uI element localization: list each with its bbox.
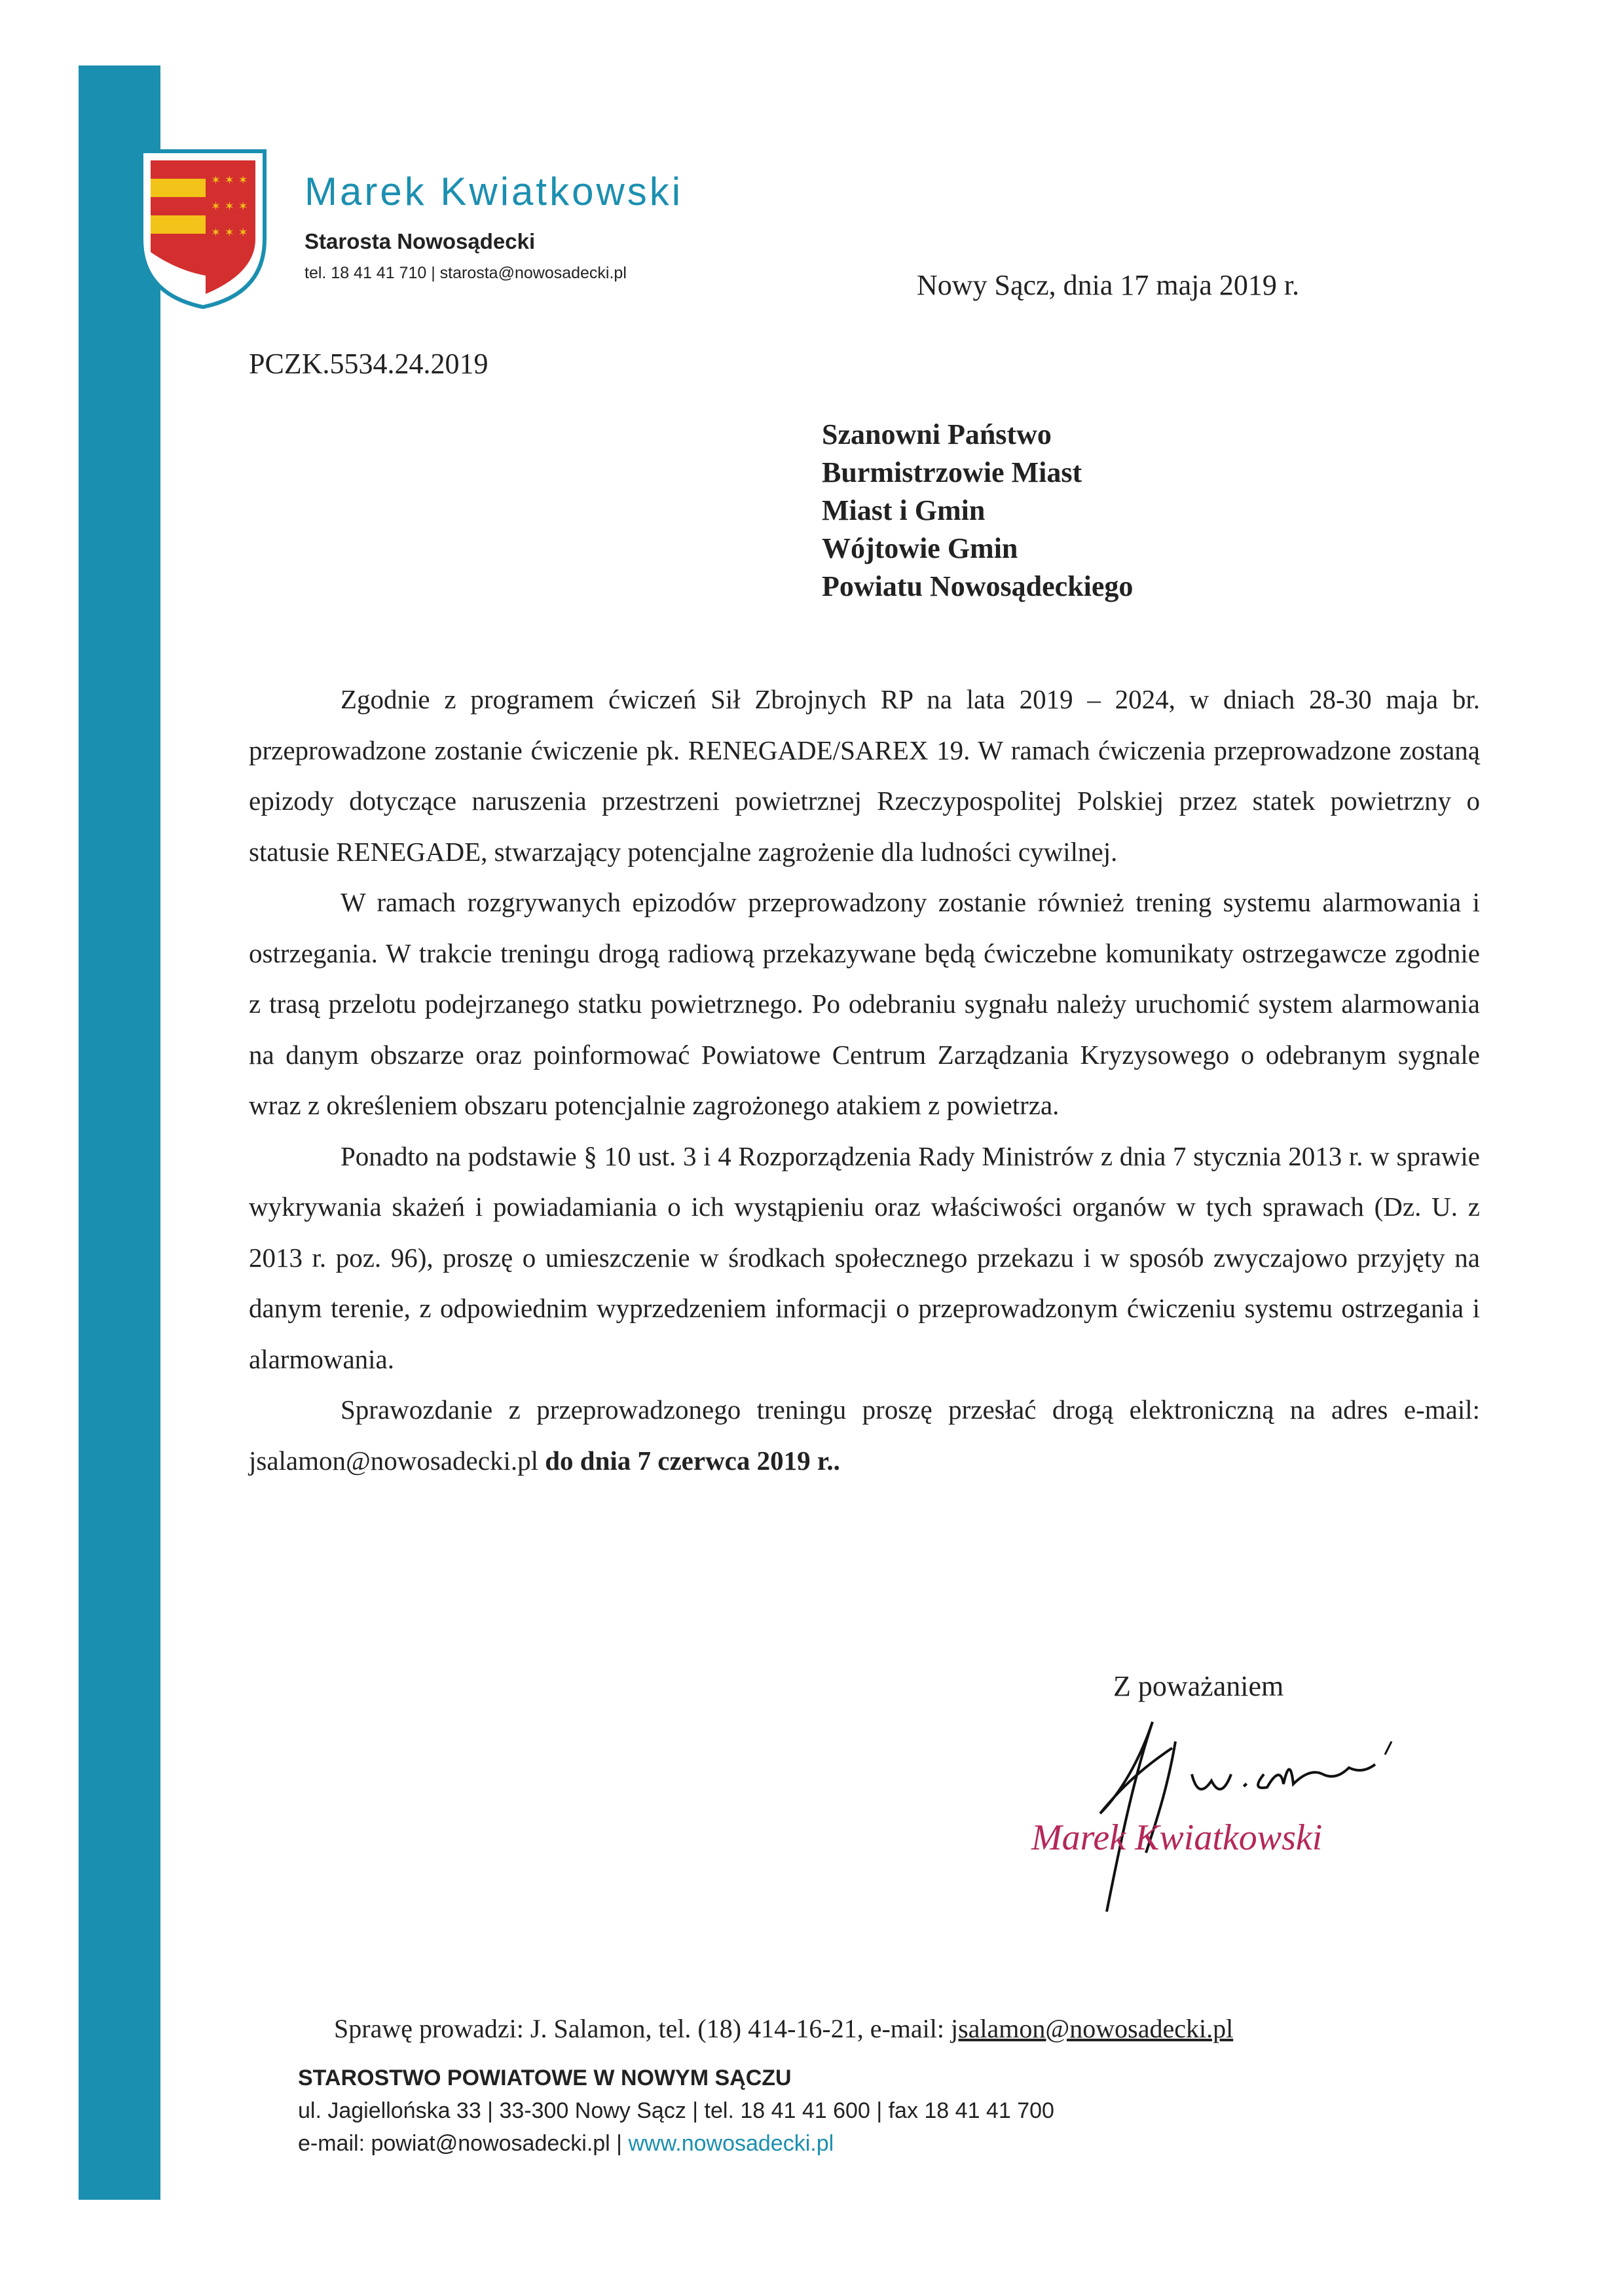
body-paragraph: W ramach rozgrywanych epizodów przeprowadzony zostanie również trening systemu alarmowania i ostrzegania. W trakcie treningu drogą radiową przekazywane będą ćwiczebne komunikaty ostrzegawcze zgodnie z trasą przelotu podejrzanego statku powietrznego. Po odebraniu sygnału należy uruchomić system alarmowania na danym obszarze oraz poinformować Powiatowe Centrum Zarządzania Kryzysowego o odebranym sygnale wraz z określeniem obszaru potencjalnie zagrożonego atakiem z powietrza. [249,887,1480,1120]
case-handler-email-link[interactable]: jsalamon@nowosadecki.pl [951,2014,1234,2043]
addressee-line: Powiatu Nowosądeckiego [822,570,1134,602]
sender-contact: tel. 18 41 41 710 | starosta@nowosadecki.pl [304,264,627,282]
body-paragraph: Zgodnie z programem ćwiczeń Sił Zbrojnych RP na lata 2019 – 2024, w dniach 28-30 maja br. przeprowadzone zostanie ćwiczenie pk. RENEGADE/SAREX 19. W ramach ćwiczenia przeprowadzone zostaną epizody dotyczące naruszenia przestrzeni powietrznej Rzeczypospolitej Polskiej przez statek powietrzny o statusie RENEGADE, stwarzający potencjalne zagrożenie dla ludności cywilnej. [249,684,1480,867]
svg-text:✶ ✶ ✶: ✶ ✶ ✶ [211,226,248,240]
coat-of-arms-icon [138,147,268,311]
deadline-text: do dnia 7 czerwca 2019 r.. [545,1445,840,1476]
footer-address: ul. Jagiellońska 33 | 33-300 Nowy Sącz | tel. 18 41 41 600 | fax 18 41 41 700 [298,2098,1054,2123]
signatory-name: Marek Kwiatkowski [1031,1817,1323,1858]
footer-office-name: STAROSTWO POWIATOWE W NOWYM SĄCZU [298,2066,792,2090]
footer-website-link[interactable]: www.nowosadecki.pl [628,2131,834,2156]
svg-text:✶ ✶ ✶: ✶ ✶ ✶ [211,173,248,187]
body-paragraph [249,1385,1480,1486]
letter-date: Nowy Sącz, dnia 17 maja 2019 r. [917,269,1300,301]
addressee-line: Szanowni Państwo [822,418,1052,450]
reference-number: PCZK.5534.24.2019 [249,348,489,380]
footer-contact [298,2131,834,2157]
sender-name: Marek Kwiatkowski [304,170,684,213]
closing-phrase: Z poważaniem [1113,1670,1284,1702]
case-handler-text: Sprawę prowadzi: J. Salamon, tel. (18) 414-16-21, e-mail: [334,2014,951,2043]
side-accent-bar [79,65,160,2200]
addressee-line: Wójtowie Gmin [822,532,1018,564]
case-handler [334,2013,1233,2044]
sender-title: Starosta Nowosądecki [304,229,536,253]
addressee-line: Burmistrzowie Miast [822,456,1082,488]
footer-email: e-mail: powiat@nowosadecki.pl | [298,2131,629,2156]
addressee-line: Miast i Gmin [822,494,986,526]
addressee-block [822,416,1133,606]
handwritten-signature [1035,1702,1454,1912]
body-paragraph-text: Sprawozdanie z przeprowadzonego treningu proszę przesłać drogą elektroniczną na adres e-mail: jsalamon@nowosadecki.pl [249,1394,1480,1476]
body-paragraph: Ponadto na podstawie § 10 ust. 3 i 4 Rozporządzenia Rady Ministrów z dnia 7 stycznia 2013 r. w sprawie wykrywania skażeń i powiadamiania o ich wystąpieniu oraz właściwości organów w tych sprawach (Dz. U. z 2013 r. poz. 96), proszę o umieszczenie w środkach społecznego przekazu i w sposób zwyczajowo przyjęty na danym terenie, z odpowiednim wyprzedzeniem informacji o przeprowadzonym ćwiczeniu systemu ostrzegania i alarmowania. [249,1140,1480,1374]
letter-body [249,674,1480,1486]
svg-text:✶ ✶ ✶: ✶ ✶ ✶ [211,200,248,213]
